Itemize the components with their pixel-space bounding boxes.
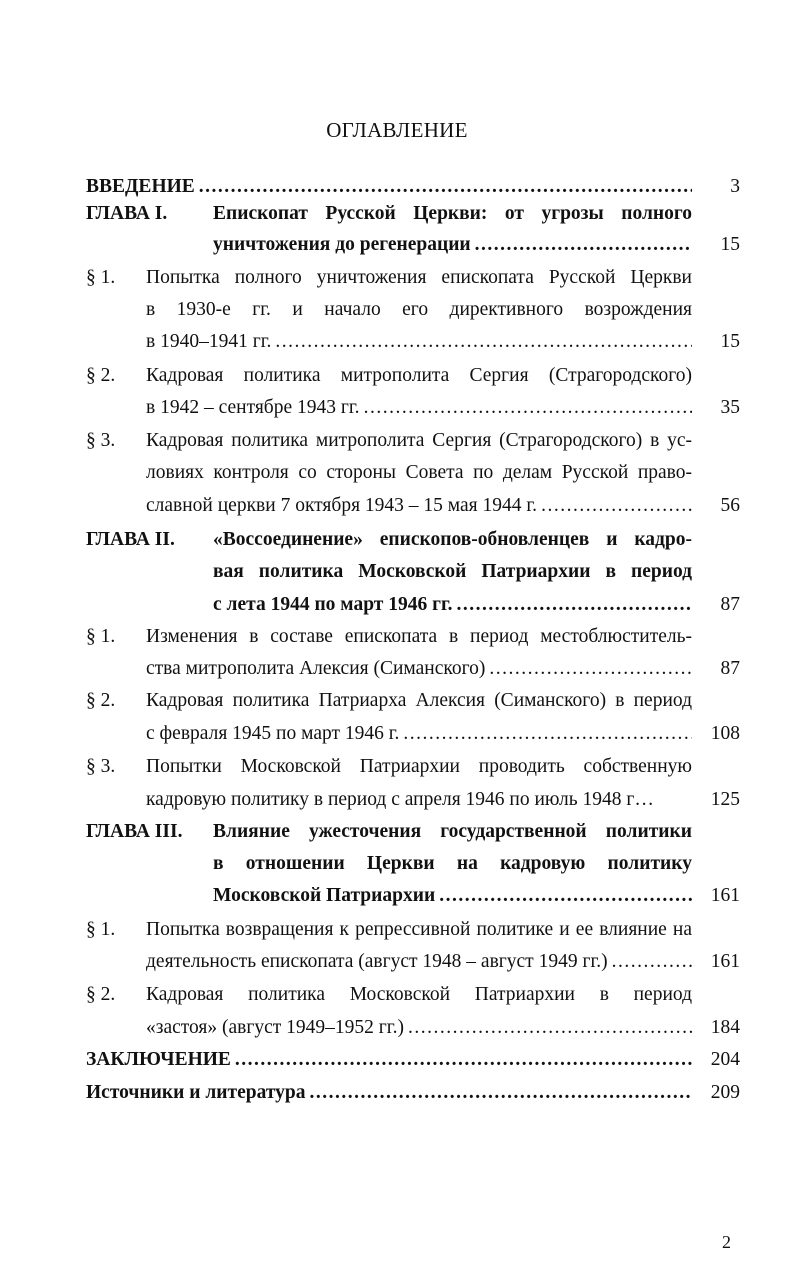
dot-leader xyxy=(309,1077,692,1109)
toc-chapter-1-heading[interactable] xyxy=(86,198,740,230)
section-number: § 2. xyxy=(86,690,116,711)
section-number: § 1. xyxy=(86,919,116,940)
dot-leader xyxy=(408,1012,692,1044)
toc-section-2-3[interactable] xyxy=(86,751,740,783)
chapter-title-line: с лета 1944 по март 1946 гг. xyxy=(213,594,453,615)
section-title-line: в 1930-е гг. и начало его директивного возрождения xyxy=(146,299,692,320)
toc-chapter-2-heading[interactable] xyxy=(86,524,740,556)
chapter-title-line: в отношении Церкви на кадровую политику xyxy=(213,853,692,874)
dot-leader xyxy=(235,1044,692,1076)
page-number: 56 xyxy=(720,495,740,516)
dot-leader xyxy=(612,946,692,978)
section-number: § 2. xyxy=(86,365,116,386)
section-title-line: Кадровая политика митрополита Сергия (Страгородского) xyxy=(146,365,692,386)
toc-chapter-3-heading-end[interactable] xyxy=(86,880,740,912)
section-title-line: ства митрополита Алексия (Симанского) xyxy=(146,658,486,679)
entry-title: ЗАКЛЮЧЕНИЕ xyxy=(86,1049,231,1070)
section-number: § 3. xyxy=(86,756,116,777)
folio-page-number: 2 xyxy=(722,1232,731,1252)
toc-section-1-3-cont[interactable] xyxy=(86,457,740,489)
toc-section-1-3[interactable] xyxy=(86,425,740,457)
toc-chapter-1-heading-end[interactable] xyxy=(86,229,740,261)
toc-section-2-2-end[interactable] xyxy=(86,718,740,750)
dot-leader xyxy=(475,229,692,261)
toc-section-3-1[interactable] xyxy=(86,914,740,946)
page-number: 204 xyxy=(710,1049,740,1070)
page-number: 3 xyxy=(730,176,740,197)
section-title-line: кадровую политику в период с апреля 1946 по июль 1948 г… xyxy=(146,789,654,810)
dot-leader xyxy=(457,589,692,621)
toc-entry-sources[interactable] xyxy=(86,1077,740,1109)
page-number: 161 xyxy=(710,951,740,972)
dot-leader xyxy=(489,653,692,685)
section-title-line: ловиях контроля со стороны Совета по делам Русской право- xyxy=(146,462,692,483)
page-number: 15 xyxy=(720,331,740,352)
toc-section-1-1-end[interactable] xyxy=(86,326,740,358)
section-number: § 3. xyxy=(86,430,116,451)
toc-section-2-3-end[interactable] xyxy=(86,784,740,816)
section-title-line: Изменения в составе епископата в период местоблюститель- xyxy=(146,626,692,647)
chapter-label: ГЛАВА II. xyxy=(86,529,175,550)
page-number: 15 xyxy=(720,234,740,255)
toc-section-1-3-end[interactable] xyxy=(86,490,740,522)
dot-leader xyxy=(541,490,692,522)
section-title-line: с февраля 1945 по март 1946 г. xyxy=(146,723,400,744)
chapter-title-line: «Воссоединение» епископов-обновленцев и кадро- xyxy=(213,529,692,550)
section-title-line: Попытка полного уничтожения епископата Русской Церкви xyxy=(146,267,692,288)
section-title-line: в 1942 – сентябре 1943 гг. xyxy=(146,397,360,418)
entry-title: Источники и литература xyxy=(86,1082,306,1103)
page-number: 161 xyxy=(710,885,740,906)
toc-section-2-1-end[interactable] xyxy=(86,653,740,685)
dot-leader xyxy=(364,392,692,424)
page-number: 35 xyxy=(720,397,740,418)
section-title-line: «застоя» (август 1949–1952 гг.) xyxy=(146,1017,404,1038)
toc-section-1-2[interactable] xyxy=(86,360,740,392)
section-title-line: деятельность епископата (август 1948 – август 1949 гг.) xyxy=(146,951,608,972)
section-title-line: Кадровая политика митрополита Сергия (Страгородского) в ус- xyxy=(146,430,692,451)
toc-chapter-2-heading-cont[interactable] xyxy=(86,556,740,588)
toc-section-1-2-end[interactable] xyxy=(86,392,740,424)
section-number: § 1. xyxy=(86,626,116,647)
section-title-line: Кадровая политика Московской Патриархии в период xyxy=(146,984,692,1005)
section-number: § 2. xyxy=(86,984,116,1005)
section-title-line: Попытки Московской Патриархии проводить собственную xyxy=(146,756,692,777)
toc-section-2-1[interactable] xyxy=(86,621,740,653)
page-number: 87 xyxy=(720,658,740,679)
section-title-line: Попытка возвращения к репрессивной политике и ее влияние на xyxy=(146,919,692,940)
chapter-title-line: уничтожения до регенерации xyxy=(213,234,471,255)
page-number: 108 xyxy=(710,723,740,744)
entry-title: ВВЕДЕНИЕ xyxy=(86,176,195,197)
toc-section-3-2[interactable] xyxy=(86,979,740,1011)
page-number: 125 xyxy=(710,789,740,810)
page-number: 184 xyxy=(710,1017,740,1038)
dot-leader xyxy=(275,326,692,358)
chapter-title-line: Московской Патриархии xyxy=(213,885,436,906)
chapter-label: ГЛАВА I. xyxy=(86,203,168,224)
dot-leader xyxy=(439,880,692,912)
page-number: 87 xyxy=(720,594,740,615)
toc-chapter-3-heading-cont[interactable] xyxy=(86,848,740,880)
chapter-title-line: вая политика Московской Патриархии в период xyxy=(213,561,692,582)
section-title-line: в 1940–1941 гг. xyxy=(146,331,272,352)
chapter-label: ГЛАВА III. xyxy=(86,821,183,842)
toc-section-2-2[interactable] xyxy=(86,685,740,717)
section-title-line: Кадровая политика Патриарха Алексия (Симанского) в период xyxy=(146,690,692,711)
chapter-title-line: Влияние ужесточения государственной политики xyxy=(213,821,692,842)
page-title: ОГЛАВЛЕНИЕ xyxy=(326,118,468,142)
toc-entry-conclusion[interactable] xyxy=(86,1044,740,1076)
dot-leader xyxy=(403,718,692,750)
section-number: § 1. xyxy=(86,267,116,288)
page-number: 209 xyxy=(710,1082,740,1103)
toc-section-3-2-end[interactable] xyxy=(86,1012,740,1044)
toc-section-1-1-cont[interactable] xyxy=(86,294,740,326)
chapter-title-line: Епископат Русской Церкви: от угрозы полного xyxy=(213,203,692,224)
toc-chapter-3-heading[interactable] xyxy=(86,816,740,848)
toc-chapter-2-heading-end[interactable] xyxy=(86,589,740,621)
toc-section-1-1[interactable] xyxy=(86,262,740,294)
section-title-line: славной церкви 7 октября 1943 – 15 мая 1944 г. xyxy=(146,495,538,516)
toc-section-3-1-end[interactable] xyxy=(86,946,740,978)
